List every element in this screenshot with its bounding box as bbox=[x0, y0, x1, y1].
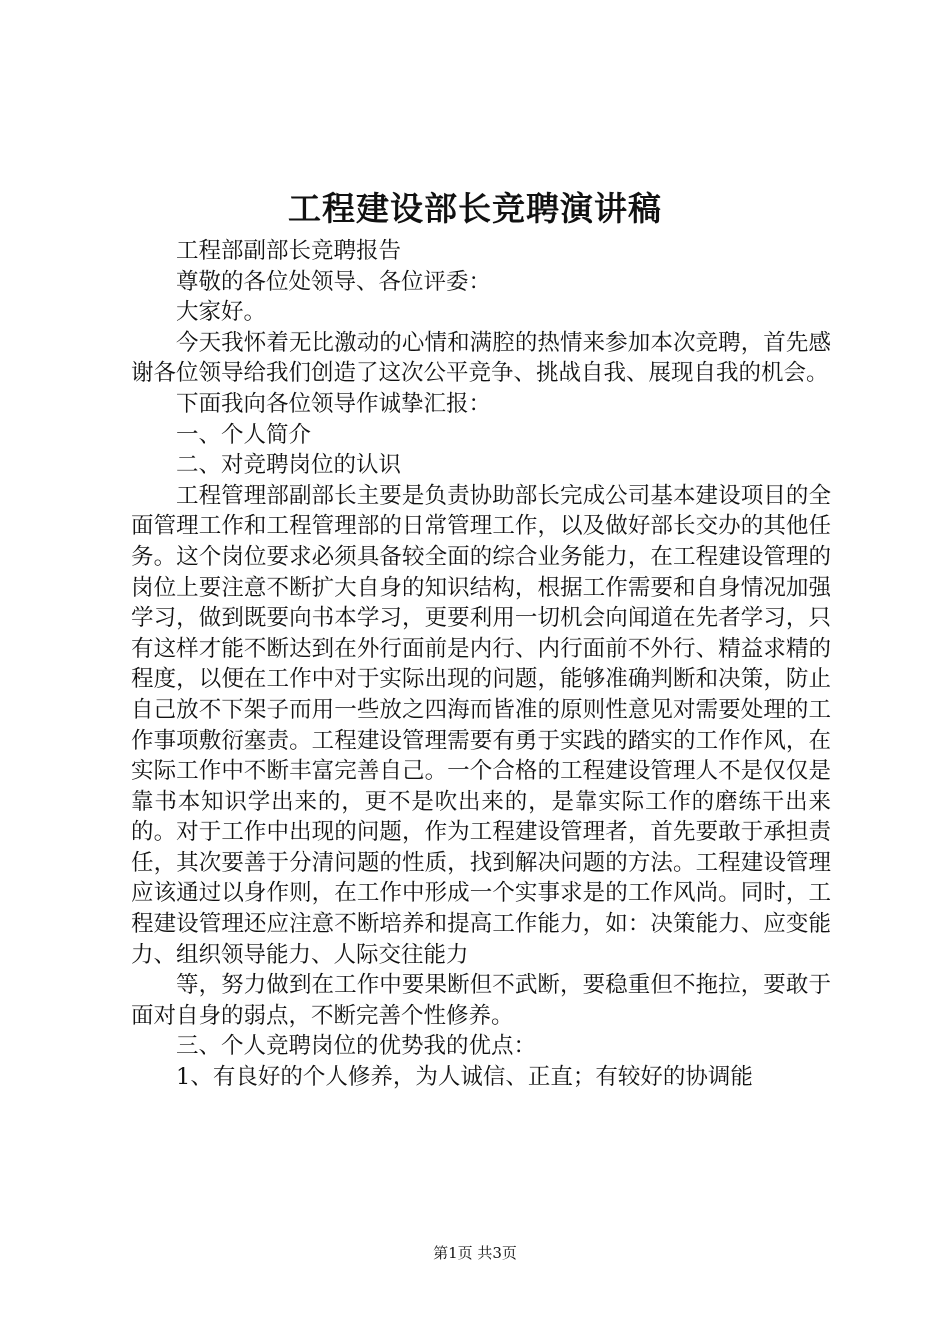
paragraph-opening: 今天我怀着无比激动的心情和满腔的热情来参加本次竞聘，首先感谢各位领导给我们创造了这次公平竞争、挑战自我、展现自我的机会。 bbox=[131, 329, 831, 387]
paragraph-position-understanding: 工程管理部副部长主要是负责协助部长完成公司基本建设项目的全面管理工作和工程管理部的日常管理工作，以及做好部长交办的其他任务。这个岗位要求必须具备较全面的综合业务能力，在工程建设管理的岗位上要注意不断扩大自身的知识结构，根据工作需要和自身情况加强学习，做到既要向书本学习，更要利用一切机会向闻道在先者学习，只有这样才能不断达到在外行面前是内行、内行面前不外行、精益求精的程度，以便在工作中对于实际出现的问题，能够准确判断和决策，防止自己放不下架子而用一些放之四海而皆准的原则性意见对需要处理的工作事项敷衍塞责。工程建设管理需要有勇于实践的踏实的工作作风，在实际工作中不断丰富完善自己。一个合格的工程建设管理人不是仅仅是靠书本知识学出来的，更不是吹出来的，是靠实际工作的磨练干出来的。对于工作中出现的问题，作为工程建设管理者，首先要敢于承担责任，其次要善于分清问题的性质，找到解决问题的方法。工程建设管理应该通过以身作则，在工作中形成一个实事求是的工作风尚。同时，工程建设管理还应注意不断培养和提高工作能力，如：决策能力、应变能力、组织领导能力、人际交往能力 bbox=[131, 482, 831, 968]
paragraph-subtitle: 工程部副部长竞聘报告 bbox=[176, 238, 402, 264]
section-heading-1: 一、个人简介 bbox=[176, 421, 312, 448]
paragraph-continuation: 等，努力做到在工作中要果断但不武断，要稳重但不拖拉，要敢于面对自身的弱点，不断完善个性修养。 bbox=[131, 972, 831, 1029]
document-body bbox=[131, 236, 831, 1093]
page-number-footer: 第1页 共3页 bbox=[433, 1244, 517, 1262]
paragraph-salutation: 尊敬的各位处领导、各位评委： bbox=[176, 268, 492, 295]
paragraph-advantage-1: 1、有良好的个人修养，为人诚信、正直；有较好的协调能 bbox=[176, 1064, 753, 1091]
document-title: 工程建设部长竞聘演讲稿 bbox=[288, 189, 662, 228]
paragraph-greeting: 大家好。 bbox=[176, 299, 267, 326]
section-heading-3: 三、个人竞聘岗位的优势我的优点： bbox=[176, 1033, 537, 1060]
section-heading-2: 二、对竞聘岗位的认识 bbox=[176, 452, 402, 479]
paragraph-report-intro: 下面我向各位领导作诚挚汇报： bbox=[176, 390, 492, 417]
